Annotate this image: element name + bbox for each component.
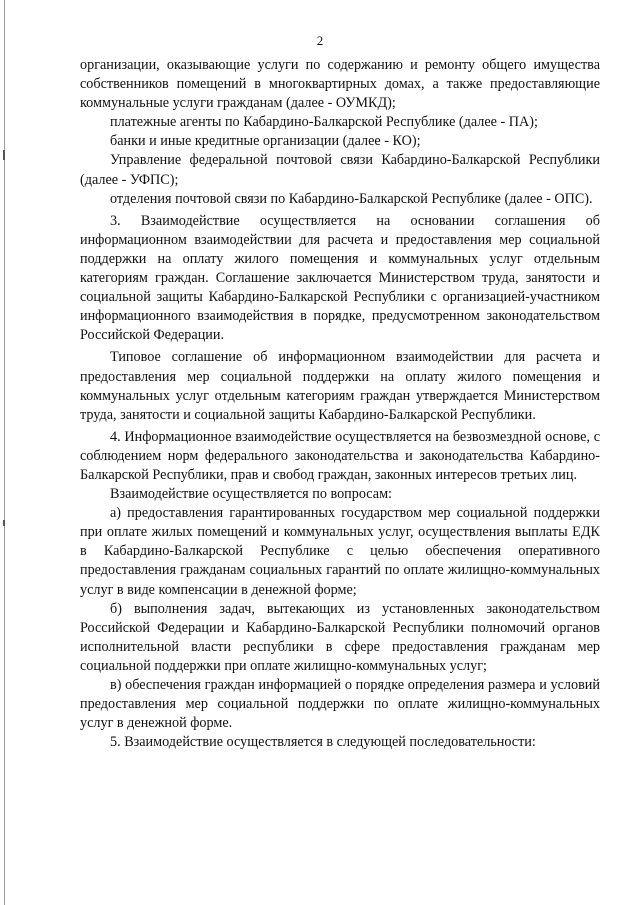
paragraph: а) предоставления гарантированных государством мер социальной поддержки при оплате жилых помещений и коммунальных услуг, осуществления выплаты ЕДК в Кабардино-Балкарской Республике с целью обеспечения оперативного предоставления гражданам социальных гарантий по оплате жилищно-коммунальных услуг в виде компенсации в денежной форме; <box>80 505 600 598</box>
paragraph: в) обеспечения граждан информацией о порядке определения размера и условий предоставления мер социальной поддержки по оплате жилищно-коммунальных услуг в денежной форме. <box>80 677 600 732</box>
paragraph: 3. Взаимодействие осуществляется на основании соглашения об информационном взаимодействии для расчета и предоставления мер социальной поддержки на оплату жилого помещения и коммунальных услуг отдельным категориям граждан. Соглашение заключается Министерством труда, занятости и социальной защиты Кабардино-Балкарской Республики с организацией-участником информационного взаимодействия в порядке, предусмотренном законодательством Российской Федерации. <box>80 212 600 344</box>
scan-left-edge <box>4 0 5 905</box>
scan-mark <box>3 520 5 526</box>
paragraph: 4. Информационное взаимодействие осуществляется на безвозмездной основе, с соблюдением норм федерального законодательства и законодательства Кабардино-Балкарской Республики, прав и свобод граждан, законных интересов третьих лиц. <box>80 428 600 483</box>
page-number: 2 <box>316 33 324 48</box>
paragraph: Управление федеральной почтовой связи Кабардино-Балкарской Республики (далее - УФПС); <box>80 152 600 188</box>
paragraph: б) выполнения задач, вытекающих из установленных законодательством Российской Федерации и Кабардино-Балкарской Республики полномочий органов исполнительной власти республики в сфере предоставления гражданам мер социальной поддержки при оплате жилищно-коммунальных услуг; <box>80 600 600 674</box>
paragraph: банки и иные кредитные организации (далее - КО); <box>110 133 421 150</box>
paragraph: отделения почтовой связи по Кабардино-Балкарской Республике (далее - ОПС). <box>110 190 593 207</box>
paragraph: организации, оказывающие услуги по содержанию и ремонту общего имущества собственников помещений в многоквартирных домах, а также предоставляющие коммунальные услуги гражданам (далее - ОУМКД); <box>80 57 600 112</box>
document-body <box>80 56 600 752</box>
paragraph: платежные агенты по Кабардино-Балкарской Республике (далее - ПА); <box>110 114 538 131</box>
paragraph: 5. Взаимодействие осуществляется в следующей последовательности: <box>110 734 536 751</box>
paragraph: Взаимодействие осуществляется по вопросам: <box>110 486 392 503</box>
paragraph: Типовое соглашение об информационном взаимодействии для расчета и предоставления мер социальной поддержки на оплату жилого помещения и коммунальных услуг отдельным категориям граждан утверждается Министерством труда, занятости и социальной защиты Кабардино-Балкарской Республики. <box>80 349 600 423</box>
scan-mark <box>3 150 5 160</box>
